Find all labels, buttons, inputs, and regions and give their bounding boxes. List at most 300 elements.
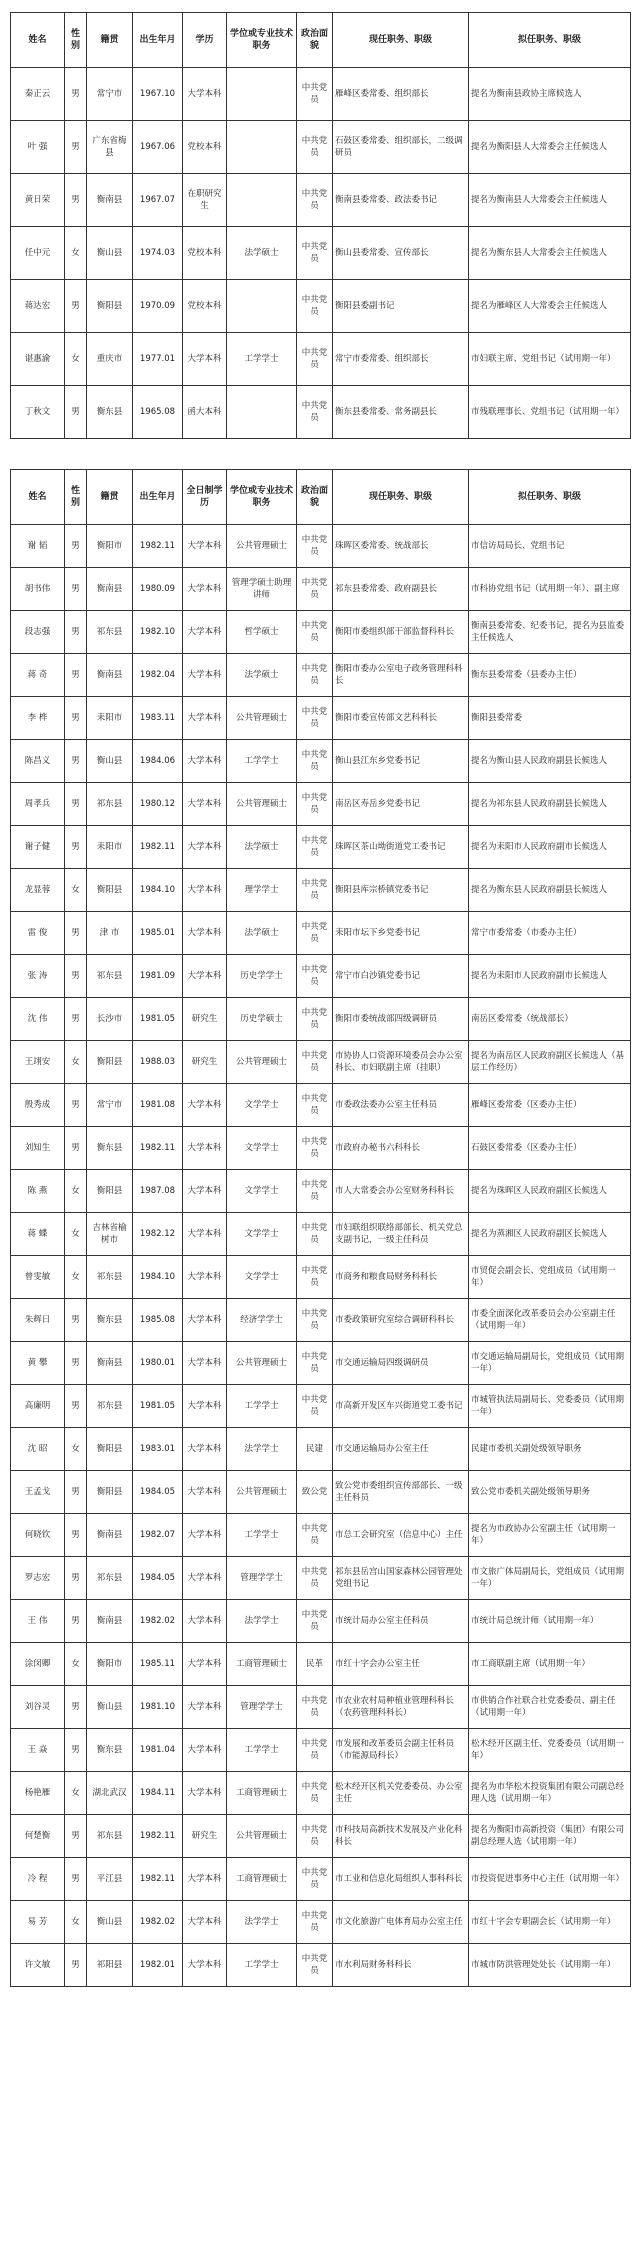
cell-proposed-position: 市统计局总统计师（试用期一年） [469,1600,631,1643]
table-row [11,697,631,740]
cell-native-place: 津 市 [87,912,133,955]
cell-political-status: 中共党员 [297,1729,333,1772]
cell-political-status: 中共党员 [297,568,333,611]
cell-gender: 女 [65,227,87,280]
cell-gender: 男 [65,783,87,826]
cell-degree: 文学学士 [227,1256,297,1299]
cell-proposed-position: 提名为衡南县政协主席候选人 [469,68,631,121]
cell-proposed-position: 市城市防洪管理处处长（试用期一年） [469,1944,631,1987]
cell-gender: 男 [65,955,87,998]
cell-degree: 工学学士 [227,1514,297,1557]
cell-birth-date: 1987.08 [133,1170,183,1213]
cell-birth-date: 1982.01 [133,1944,183,1987]
cell-degree: 历史学硕士 [227,998,297,1041]
cell-name: 王 焱 [11,1729,65,1772]
header-name: 姓名 [11,13,65,68]
cell-proposed-position: 市委全面深化改革委员会办公室副主任（试用期一年） [469,1299,631,1342]
cell-birth-date: 1983.11 [133,697,183,740]
cell-degree: 管理学学士 [227,1557,297,1600]
cell-proposed-position: 致公党市委机关副处级领导职务 [469,1471,631,1514]
cell-gender: 男 [65,654,87,697]
table-gap [10,439,630,469]
cell-name: 谢 韬 [11,525,65,568]
cell-proposed-position: 衡东县委常委（县委办主任） [469,654,631,697]
cell-current-position: 衡阳市委统战部四级调研员 [333,998,469,1041]
cell-education: 大学本科 [183,1729,227,1772]
cell-native-place: 祁东县 [87,1385,133,1428]
cell-degree: 理学学士 [227,869,297,912]
cell-proposed-position: 市残联理事长、党组书记（试用期一年） [469,386,631,439]
cell-name: 许文敏 [11,1944,65,1987]
table-row [11,174,631,227]
header-fulltime-education: 全日制学历 [183,470,227,525]
cell-education: 大学本科 [183,333,227,386]
cell-political-status: 中共党员 [297,611,333,654]
cell-gender: 男 [65,68,87,121]
cell-native-place: 衡东县 [87,386,133,439]
cell-degree: 公共管理硕士 [227,697,297,740]
cell-name: 谌惠渝 [11,333,65,386]
cell-gender: 男 [65,697,87,740]
cell-proposed-position: 提名为衡山县人民政府副县长候选人 [469,740,631,783]
cell-name: 蒋 奇 [11,654,65,697]
cell-gender: 男 [65,1944,87,1987]
cell-name: 何楚衡 [11,1815,65,1858]
cell-native-place: 衡阳县 [87,280,133,333]
cell-birth-date: 1982.02 [133,1600,183,1643]
cell-education: 在职研究生 [183,174,227,227]
cell-current-position: 市商务和粮食局财务科科长 [333,1256,469,1299]
table-row [11,333,631,386]
cell-current-position: 市交通运输局四级调研员 [333,1342,469,1385]
cell-current-position: 耒阳市坛下乡党委书记 [333,912,469,955]
cell-degree: 公共管理硕士 [227,1342,297,1385]
cell-degree: 文学学士 [227,1213,297,1256]
cell-birth-date: 1977.01 [133,333,183,386]
cell-gender: 男 [65,1127,87,1170]
cell-proposed-position: 市妇联主席、党组书记（试用期一年） [469,333,631,386]
cell-proposed-position: 市文旅广体局副局长，党组成员（试用期一年） [469,1557,631,1600]
table-row [11,568,631,611]
cell-political-status: 中共党员 [297,1041,333,1084]
cell-gender: 男 [65,1084,87,1127]
cell-gender: 男 [65,826,87,869]
cell-education: 大学本科 [183,1858,227,1901]
cell-degree [227,68,297,121]
header-proposed-position: 拟任职务、职级 [469,13,631,68]
cell-political-status: 中共党员 [297,1342,333,1385]
cell-current-position: 市委政策研究室综合调研科科长 [333,1299,469,1342]
cell-degree: 公共管理硕士 [227,1471,297,1514]
cell-political-status: 中共党员 [297,1127,333,1170]
cell-native-place: 衡东县 [87,1127,133,1170]
table-row [11,1901,631,1944]
cell-proposed-position: 提名为衡东县人大常委会主任候选人 [469,227,631,280]
cell-current-position: 市高新开发区车兴街道党工委书记 [333,1385,469,1428]
cell-gender: 男 [65,386,87,439]
cell-political-status: 中共党员 [297,1600,333,1643]
cell-name: 黄日荣 [11,174,65,227]
cell-degree [227,174,297,227]
cell-current-position: 常宁市白沙镇党委书记 [333,955,469,998]
header-birth-date: 出生年月 [133,13,183,68]
cell-birth-date: 1970.09 [133,280,183,333]
cell-proposed-position: 提名为祁东县人民政府副县长候选人 [469,783,631,826]
cell-name: 谢子健 [11,826,65,869]
table-row [11,1127,631,1170]
cell-native-place: 祁东县 [87,1256,133,1299]
cell-degree [227,280,297,333]
table-row [11,955,631,998]
officials-table-2 [10,469,631,1987]
cell-birth-date: 1967.07 [133,174,183,227]
cell-degree: 经济学学士 [227,1299,297,1342]
cell-gender: 男 [65,280,87,333]
cell-degree: 管理学学士 [227,1686,297,1729]
cell-name: 龙显蓉 [11,869,65,912]
cell-education: 大学本科 [183,697,227,740]
cell-native-place: 衡山县 [87,1901,133,1944]
cell-current-position: 衡阳县库宗桥镇党委书记 [333,869,469,912]
cell-gender: 男 [65,525,87,568]
table-row [11,1858,631,1901]
cell-education: 研究生 [183,1815,227,1858]
table-row [11,1170,631,1213]
cell-native-place: 衡南县 [87,568,133,611]
cell-native-place: 衡南县 [87,1342,133,1385]
cell-degree: 哲学硕士 [227,611,297,654]
cell-education: 大学本科 [183,68,227,121]
cell-education: 大学本科 [183,568,227,611]
cell-current-position: 衡阳市委组织部干部监督科科长 [333,611,469,654]
cell-name: 罗志宏 [11,1557,65,1600]
cell-name: 易 芳 [11,1901,65,1944]
header-degree: 学位或专业技术职务 [227,470,297,525]
cell-native-place: 衡阳县 [87,1471,133,1514]
cell-gender: 男 [65,1858,87,1901]
cell-current-position: 祁东县委常委、政府副县长 [333,568,469,611]
cell-birth-date: 1982.11 [133,525,183,568]
header-native-place: 籍贯 [87,13,133,68]
cell-education: 大学本科 [183,869,227,912]
table-row [11,1471,631,1514]
cell-birth-date: 1982.11 [133,1815,183,1858]
cell-degree: 文学学士 [227,1170,297,1213]
cell-birth-date: 1965.08 [133,386,183,439]
cell-gender: 女 [65,1041,87,1084]
cell-birth-date: 1983.01 [133,1428,183,1471]
cell-current-position: 市协协人口资源环境委员会办公室科长、市妇联副主席（挂职） [333,1041,469,1084]
cell-political-status: 中共党员 [297,955,333,998]
cell-gender: 女 [65,1643,87,1686]
cell-proposed-position: 提名为衡东县人民政府副县长候选人 [469,869,631,912]
cell-name: 王孟戈 [11,1471,65,1514]
cell-education: 大学本科 [183,783,227,826]
header-gender: 性别 [65,470,87,525]
table-row [11,1944,631,1987]
header-current-position: 现任职务、职级 [333,470,469,525]
cell-gender: 男 [65,1815,87,1858]
cell-proposed-position: 提名为雁峰区人大常委会主任候选人 [469,280,631,333]
cell-birth-date: 1984.11 [133,1772,183,1815]
cell-name: 秦正云 [11,68,65,121]
cell-proposed-position: 提名为南岳区人民政府副区长候选人（基层工作经历） [469,1041,631,1084]
cell-degree: 历史学学士 [227,955,297,998]
header-birth-date: 出生年月 [133,470,183,525]
cell-birth-date: 1988.03 [133,1041,183,1084]
cell-degree: 法学学士 [227,1428,297,1471]
cell-native-place: 祁东县 [87,783,133,826]
table-row [11,227,631,280]
appointment-notice-document [10,12,630,1987]
cell-political-status: 中共党员 [297,697,333,740]
cell-proposed-position: 市科协党组书记（试用期一年）、副主席 [469,568,631,611]
cell-birth-date: 1974.03 [133,227,183,280]
cell-birth-date: 1982.11 [133,1858,183,1901]
cell-current-position: 致公党市委组织宣传部部长、一级主任科员 [333,1471,469,1514]
cell-political-status: 中共党员 [297,1385,333,1428]
table-row [11,826,631,869]
cell-degree: 文学学士 [227,1084,297,1127]
cell-current-position: 珠晖区茶山坳街道党工委书记 [333,826,469,869]
cell-education: 大学本科 [183,611,227,654]
header-political-status: 政治面貌 [297,13,333,68]
cell-gender: 男 [65,1557,87,1600]
cell-name: 周孝兵 [11,783,65,826]
cell-birth-date: 1981.08 [133,1084,183,1127]
cell-name: 刘知生 [11,1127,65,1170]
cell-native-place: 常宁市 [87,1084,133,1127]
header-native-place: 籍贯 [87,470,133,525]
cell-political-status: 中共党员 [297,1170,333,1213]
cell-political-status: 中共党员 [297,386,333,439]
table-row [11,1385,631,1428]
cell-political-status: 中共党员 [297,174,333,227]
cell-current-position: 衡阳县委副书记 [333,280,469,333]
cell-birth-date: 1982.07 [133,1514,183,1557]
cell-native-place: 衡阳市 [87,1643,133,1686]
cell-political-status: 民革 [297,1643,333,1686]
cell-proposed-position: 提名为蒸湘区人民政府副区长候选人 [469,1213,631,1256]
cell-political-status: 中共党员 [297,1213,333,1256]
cell-birth-date: 1981.05 [133,998,183,1041]
cell-education: 党校本科 [183,280,227,333]
cell-degree [227,386,297,439]
cell-proposed-position: 提名为耒阳市人民政府副市长候选人 [469,955,631,998]
cell-gender: 男 [65,1385,87,1428]
table-row [11,611,631,654]
cell-birth-date: 1982.11 [133,826,183,869]
cell-proposed-position: 民建市委机关副处级领导职务 [469,1428,631,1471]
cell-education: 大学本科 [183,912,227,955]
cell-degree: 法学硕士 [227,227,297,280]
cell-gender: 男 [65,1600,87,1643]
cell-political-status: 中共党员 [297,1901,333,1944]
cell-name: 王翊安 [11,1041,65,1084]
cell-education: 大学本科 [183,1772,227,1815]
cell-proposed-position: 市工商联副主席（试用期一年） [469,1643,631,1686]
cell-education: 大学本科 [183,1471,227,1514]
cell-education: 大学本科 [183,826,227,869]
cell-education: 大学本科 [183,1213,227,1256]
cell-degree: 管理学硕士助理讲师 [227,568,297,611]
cell-native-place: 衡东县 [87,1729,133,1772]
table-header-row [11,13,631,68]
table-row [11,1213,631,1256]
cell-political-status: 中共党员 [297,333,333,386]
cell-name: 蒋达宏 [11,280,65,333]
cell-gender: 女 [65,1428,87,1471]
cell-birth-date: 1967.06 [133,121,183,174]
cell-native-place: 耒阳市 [87,697,133,740]
cell-native-place: 衡阳县 [87,1041,133,1084]
cell-current-position: 衡阳市委办公室电子政务管理科科长 [333,654,469,697]
table-row [11,740,631,783]
cell-gender: 男 [65,568,87,611]
cell-birth-date: 1984.10 [133,1256,183,1299]
cell-political-status: 中共党员 [297,912,333,955]
cell-political-status: 中共党员 [297,1772,333,1815]
cell-birth-date: 1981.05 [133,1385,183,1428]
cell-gender: 男 [65,1299,87,1342]
cell-current-position: 市工业和信息化局组织人事科科长 [333,1858,469,1901]
cell-proposed-position: 衡南县委常委、纪委书记，提名为县监委主任候选人 [469,611,631,654]
cell-education: 大学本科 [183,1514,227,1557]
cell-degree: 工学学士 [227,1944,297,1987]
cell-current-position: 珠晖区委常委、统战部长 [333,525,469,568]
cell-proposed-position: 提名为耒阳市人民政府副市长候选人 [469,826,631,869]
cell-degree: 法学硕士 [227,912,297,955]
cell-current-position: 常宁市委常委、组织部长 [333,333,469,386]
cell-current-position: 市水利局财务科科长 [333,1944,469,1987]
header-proposed-position: 拟任职务、职级 [469,470,631,525]
cell-education: 大学本科 [183,1428,227,1471]
cell-birth-date: 1982.12 [133,1213,183,1256]
cell-name: 高廉明 [11,1385,65,1428]
cell-native-place: 祁阳县 [87,1944,133,1987]
cell-degree: 法学硕士 [227,654,297,697]
table-row [11,912,631,955]
cell-current-position: 衡南县委常委、政法委书记 [333,174,469,227]
table-row [11,1342,631,1385]
cell-degree: 工学学士 [227,740,297,783]
cell-current-position: 市红十字会办公室主任 [333,1643,469,1686]
cell-native-place: 平江县 [87,1858,133,1901]
cell-gender: 女 [65,869,87,912]
cell-degree [227,121,297,174]
cell-native-place: 长沙市 [87,998,133,1041]
cell-gender: 男 [65,1729,87,1772]
cell-gender: 女 [65,1901,87,1944]
cell-birth-date: 1981.10 [133,1686,183,1729]
cell-birth-date: 1982.10 [133,611,183,654]
table-row [11,1815,631,1858]
cell-proposed-position: 提名为市华松木投资集团有限公司副总经理人选（试用期一年） [469,1772,631,1815]
table-row [11,1600,631,1643]
table-row [11,121,631,174]
cell-current-position: 市交通运输局办公室主任 [333,1428,469,1471]
cell-name: 任中元 [11,227,65,280]
cell-political-status: 中共党员 [297,783,333,826]
cell-name: 王 伟 [11,1600,65,1643]
cell-education: 大学本科 [183,1686,227,1729]
cell-education: 大学本科 [183,1600,227,1643]
cell-political-status: 中共党员 [297,998,333,1041]
cell-native-place: 耒阳市 [87,826,133,869]
cell-political-status: 中共党员 [297,654,333,697]
cell-proposed-position: 雁峰区委常委（区委办主任） [469,1084,631,1127]
table-row [11,1557,631,1600]
cell-current-position: 市妇联组织联络部部长、机关党总支副书记，一级主任科员 [333,1213,469,1256]
cell-proposed-position: 提名为衡南县人大常委会主任候选人 [469,174,631,227]
cell-name: 曾雯敏 [11,1256,65,1299]
cell-proposed-position: 提名为衡阳市高新投资（集团）有限公司副总经理人选（试用期一年） [469,1815,631,1858]
cell-gender: 女 [65,1772,87,1815]
cell-degree: 法学硕士 [227,826,297,869]
cell-proposed-position: 市信访局局长、党组书记 [469,525,631,568]
cell-proposed-position: 石鼓区委常委（区委办主任） [469,1127,631,1170]
cell-gender: 男 [65,1514,87,1557]
cell-native-place: 衡南县 [87,174,133,227]
cell-political-status: 中共党员 [297,1299,333,1342]
cell-current-position: 衡阳市委宣传部文艺科科长 [333,697,469,740]
cell-political-status: 中共党员 [297,121,333,174]
cell-proposed-position: 南岳区委常委（统战部长） [469,998,631,1041]
cell-political-status: 中共党员 [297,525,333,568]
cell-birth-date: 1985.01 [133,912,183,955]
cell-education: 大学本科 [183,1299,227,1342]
cell-birth-date: 1982.04 [133,654,183,697]
header-political-status: 政治面貌 [297,470,333,525]
table-header-row [11,470,631,525]
cell-degree: 工商管理硕士 [227,1643,297,1686]
table-row [11,1084,631,1127]
cell-gender: 女 [65,1213,87,1256]
cell-birth-date: 1981.09 [133,955,183,998]
header-name: 姓名 [11,470,65,525]
cell-education: 研究生 [183,1041,227,1084]
cell-political-status: 中共党员 [297,869,333,912]
cell-current-position: 市委政法委办公室主任科员 [333,1084,469,1127]
cell-current-position: 市总工会研究室（信息中心）主任 [333,1514,469,1557]
cell-birth-date: 1980.12 [133,783,183,826]
cell-gender: 女 [65,1170,87,1213]
cell-name: 李 桦 [11,697,65,740]
cell-native-place: 广东省梅县 [87,121,133,174]
cell-native-place: 衡山县 [87,227,133,280]
cell-name: 沈 昭 [11,1428,65,1471]
cell-political-status: 中共党员 [297,826,333,869]
cell-political-status: 中共党员 [297,1815,333,1858]
cell-proposed-position: 提名为衡阳县人大常委会主任候选人 [469,121,631,174]
cell-education: 党校本科 [183,227,227,280]
cell-political-status: 中共党员 [297,1514,333,1557]
cell-current-position: 市统计局办公室主任科员 [333,1600,469,1643]
cell-birth-date: 1984.05 [133,1557,183,1600]
cell-native-place: 衡南县 [87,1600,133,1643]
cell-proposed-position: 市供销合作社联合社党委委员、副主任（试用期一年） [469,1686,631,1729]
table-row [11,1686,631,1729]
cell-native-place: 衡阳县 [87,869,133,912]
header-degree: 学位或专业技术职务 [227,13,297,68]
table-row [11,280,631,333]
cell-proposed-position: 市投资促进事务中心主任（试用期一年） [469,1858,631,1901]
cell-proposed-position: 常宁市委常委（市委办主任） [469,912,631,955]
cell-education: 大学本科 [183,1170,227,1213]
table-row [11,998,631,1041]
table-row [11,1299,631,1342]
table-row [11,386,631,439]
